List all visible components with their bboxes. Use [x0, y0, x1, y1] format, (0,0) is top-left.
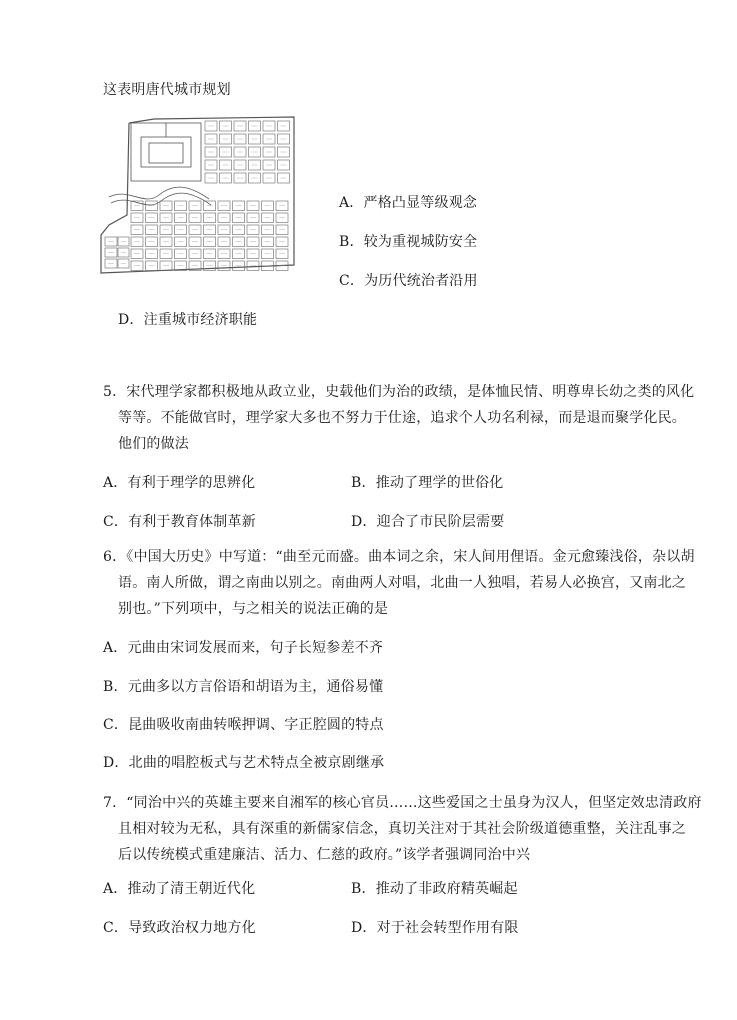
q6-option-d[interactable]: D．北曲的唱腔板式与艺术特点全被京剧继承: [103, 755, 385, 771]
tang-city-plan-map: [99, 115, 301, 283]
q7-option-c[interactable]: C．导致政治权力地方化: [103, 920, 256, 936]
q4-option-a[interactable]: A．严格凸显等级观念: [339, 195, 478, 211]
q6-option-c[interactable]: C．昆曲吸收南曲转喉押调、字正腔圆的特点: [103, 717, 384, 733]
q6-option-a[interactable]: A．元曲由宋词发展而来，句子长短参差不齐: [103, 640, 384, 656]
q4-option-c[interactable]: C．为历代统治者沿用: [339, 273, 478, 289]
q7-option-b[interactable]: B．推动了非政府精英崛起: [351, 881, 518, 897]
q6-option-b[interactable]: B．元曲多以方言俗语和胡语为主，通俗易懂: [103, 679, 384, 695]
q5-option-b[interactable]: B．推动了理学的世俗化: [351, 475, 504, 491]
q7-option-d[interactable]: D．对于社会转型作用有限: [351, 920, 519, 936]
q5-option-d[interactable]: D．迎合了市民阶层需要: [351, 514, 505, 530]
q6-stem-line-1: 6．《中国大历史》中写道：“曲至元而盛。曲本词之余，宋人间用俚语。金元愈臻浅俗，杂以胡: [103, 549, 695, 565]
q6-stem-line-2: 语。南人所做，谓之南曲以别之。南曲两人对唱，北曲一人独唱，若易人必换宫，又南北之: [118, 575, 686, 591]
q5-option-a[interactable]: A．有利于理学的思辨化: [103, 475, 256, 491]
q7-stem-line-2: 且相对较为无私，具有深重的新儒家信念，真切关注对于其社会阶级道德重整，关注乱事之: [118, 821, 686, 837]
q6-stem-line-3: 别也。”下列项中，与之相关的说法正确的是: [118, 601, 389, 617]
q4-option-d[interactable]: D．注重城市经济职能: [118, 312, 258, 328]
q7-option-a[interactable]: A．推动了清王朝近代化: [103, 881, 256, 897]
q5-stem-line-2: 等等。不能做官时，理学家大多也不努力于仕途，追求个人功名利禄，而是退而聚学化民。: [118, 410, 686, 426]
q5-stem-line-1: 5．宋代理学家都积极地从政立业，史载他们为治的政绩，是体恤民情、明尊卑长幼之类的风化: [103, 384, 695, 400]
q7-stem-line-1: 7．“同治中兴的英雄主要来自湘军的核心官员……这些爱国之士虽身为汉人，但坚定效忠清政府: [103, 795, 702, 811]
q5-stem-line-3: 他们的做法: [118, 436, 189, 452]
q7-stem-line-3: 后以传统模式重建廉洁、活力、仁慈的政府。”该学者强调同治中兴: [118, 847, 531, 863]
q5-option-c[interactable]: C．有利于教育体制革新: [103, 514, 256, 530]
q4-option-b[interactable]: B．较为重视城防安全: [339, 234, 478, 250]
q4-stem: 这表明唐代城市规划: [103, 82, 231, 98]
